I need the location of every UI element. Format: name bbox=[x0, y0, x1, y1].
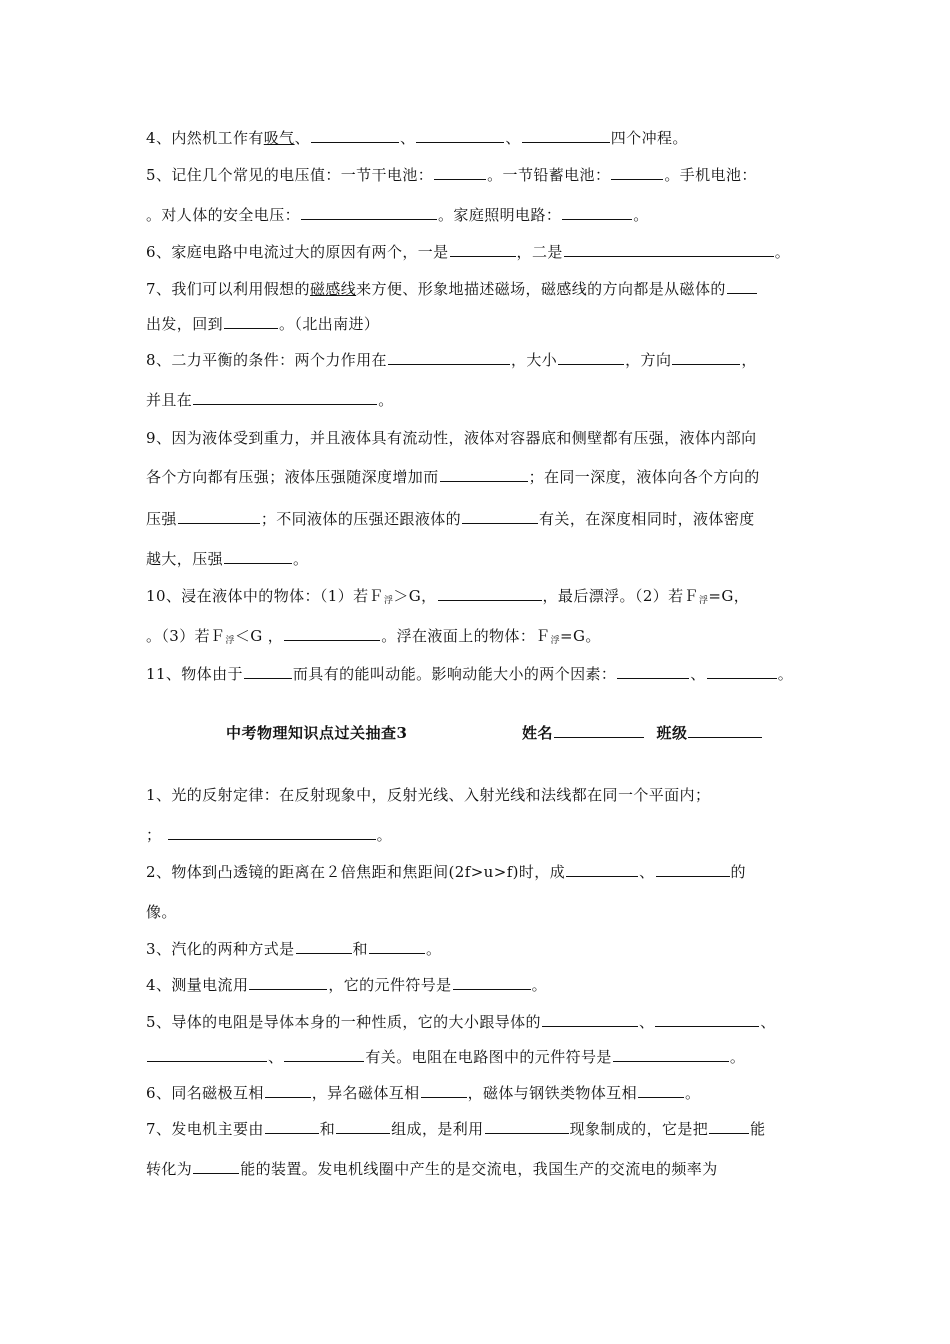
blank[interactable] bbox=[416, 128, 504, 143]
b-question-5: 5、导体的电阻是导体本身的一种性质，它的大小跟导体的 、 、 bbox=[146, 1013, 776, 1031]
blank[interactable] bbox=[709, 1119, 749, 1134]
question-10: 10、浸在液体中的物体：（1）若Ｆ$_浮$＞G， ，最后漂浮。（2）若Ｆ$_浮$=G， bbox=[146, 587, 750, 606]
b-question-5-cont: 、 有关。电阻在电路图中的元件符号是 。 bbox=[146, 1047, 745, 1067]
b-question-6: 6、同名磁极互相 ，异名磁体互相 ，磁体与钢铁类物体互相 。 bbox=[146, 1084, 701, 1102]
question-10-cont: 。（3）若Ｆ$_浮$＜G ， 。浮在液面上的物体：Ｆ$_浮$=G。 bbox=[146, 627, 601, 646]
question-9: 9、因为液体受到重力，并且液体具有流动性，液体对容器底和侧壁都有压强，液体内部向 bbox=[146, 429, 757, 447]
question-11: 11、物体由于 而具有的能叫动能。影响动能大小的两个因素： 、 。 bbox=[146, 665, 794, 683]
blank[interactable] bbox=[178, 509, 260, 524]
blank[interactable] bbox=[311, 128, 399, 143]
blank[interactable] bbox=[727, 279, 757, 294]
blank[interactable] bbox=[656, 862, 730, 877]
blank[interactable] bbox=[438, 586, 542, 601]
b-question-7: 7、发电机主要由 和 组成，是利用 现象制成的，它是把 能 bbox=[146, 1120, 766, 1138]
blank[interactable] bbox=[244, 664, 292, 679]
blank[interactable] bbox=[224, 314, 278, 329]
class-field[interactable] bbox=[688, 723, 762, 738]
blank[interactable] bbox=[613, 1047, 729, 1062]
worksheet-title: 中考物理知识点过关抽查3 bbox=[226, 724, 408, 742]
blank[interactable] bbox=[284, 626, 380, 641]
b-question-1-cont: ； 。 bbox=[146, 826, 392, 844]
blank[interactable] bbox=[265, 1119, 319, 1134]
b-question-2: 2、物体到凸透镜的距离在２倍焦距和焦距间(2f>u>f)时，成 、 的 bbox=[146, 863, 746, 881]
blank[interactable] bbox=[301, 205, 437, 220]
blank[interactable] bbox=[336, 1119, 390, 1134]
blank[interactable] bbox=[388, 350, 510, 365]
blank[interactable] bbox=[564, 242, 774, 257]
b-question-2-cont: 像。 bbox=[146, 903, 177, 921]
question-9-cont-2: 压强 ；不同液体的压强还跟液体的 有关，在深度相同时，液体密度 bbox=[146, 510, 755, 528]
blank[interactable] bbox=[421, 1083, 467, 1098]
name-field[interactable] bbox=[554, 723, 644, 738]
blank[interactable] bbox=[193, 390, 377, 405]
blank[interactable] bbox=[265, 1083, 311, 1098]
blank[interactable] bbox=[450, 242, 516, 257]
blank[interactable] bbox=[462, 509, 538, 524]
b-question-1: 1、光的反射定律：在反射现象中，反射光线、入射光线和法线都在同一个平面内； bbox=[146, 786, 711, 804]
blank[interactable] bbox=[638, 1083, 684, 1098]
blank[interactable] bbox=[617, 664, 689, 679]
blank[interactable] bbox=[296, 939, 352, 954]
question-8-cont: 并且在 。 bbox=[146, 391, 394, 409]
blank[interactable] bbox=[655, 1012, 759, 1027]
b-question-7-cont: 转化为 能的装置。发电机线圈中产生的是交流电，我国生产的交流电的频率为 bbox=[146, 1160, 718, 1178]
blank[interactable] bbox=[453, 975, 531, 990]
blank[interactable] bbox=[611, 165, 663, 180]
question-7: 7、我们可以利用假想的磁感线来方便、形象地描述磁场，磁感线的方向都是从磁体的 bbox=[146, 279, 758, 299]
question-9-cont-3: 越大，压强 。 bbox=[146, 550, 309, 568]
blank[interactable] bbox=[562, 205, 632, 220]
blank[interactable] bbox=[672, 350, 740, 365]
blank[interactable] bbox=[434, 165, 486, 180]
blank[interactable] bbox=[249, 975, 327, 990]
question-7-cont: 出发，回到 。（北出南进） bbox=[146, 315, 380, 333]
b-question-4: 4、测量电流用 ，它的元件符号是 。 bbox=[146, 976, 547, 994]
blank[interactable] bbox=[147, 1047, 267, 1062]
blank[interactable] bbox=[224, 549, 292, 564]
blank[interactable] bbox=[522, 128, 610, 143]
question-8: 8、二力平衡的条件：两个力作用在 ，大小 ，方向 ， bbox=[146, 351, 757, 369]
blank[interactable] bbox=[168, 825, 376, 840]
question-5: 5、记住几个常见的电压值：一节干电池： 。一节铅蓄电池： 。手机电池： bbox=[146, 166, 757, 184]
blank[interactable] bbox=[558, 350, 624, 365]
blank[interactable] bbox=[284, 1047, 364, 1062]
blank[interactable] bbox=[566, 862, 638, 877]
blank[interactable] bbox=[485, 1119, 569, 1134]
question-4: 4、内然机工作有吸气、 、 、 四个冲程。 bbox=[146, 129, 688, 147]
b-question-3: 3、汽化的两种方式是 和 。 bbox=[146, 940, 442, 958]
question-9-cont-1: 各个方向都有压强；液体压强随深度增加而 ；在同一深度，液体向各个方向的 bbox=[146, 468, 760, 486]
question-5-cont: 。对人体的安全电压： 。家庭照明电路： 。 bbox=[146, 206, 649, 224]
blank[interactable] bbox=[369, 939, 425, 954]
question-6: 6、家庭电路中电流过大的原因有两个，一是 ，二是 。 bbox=[146, 243, 791, 261]
blank[interactable] bbox=[193, 1159, 239, 1174]
blank[interactable] bbox=[440, 467, 528, 482]
blank[interactable] bbox=[707, 664, 777, 679]
name-class-fields: 姓名 班级 bbox=[522, 722, 763, 743]
blank[interactable] bbox=[542, 1012, 638, 1027]
